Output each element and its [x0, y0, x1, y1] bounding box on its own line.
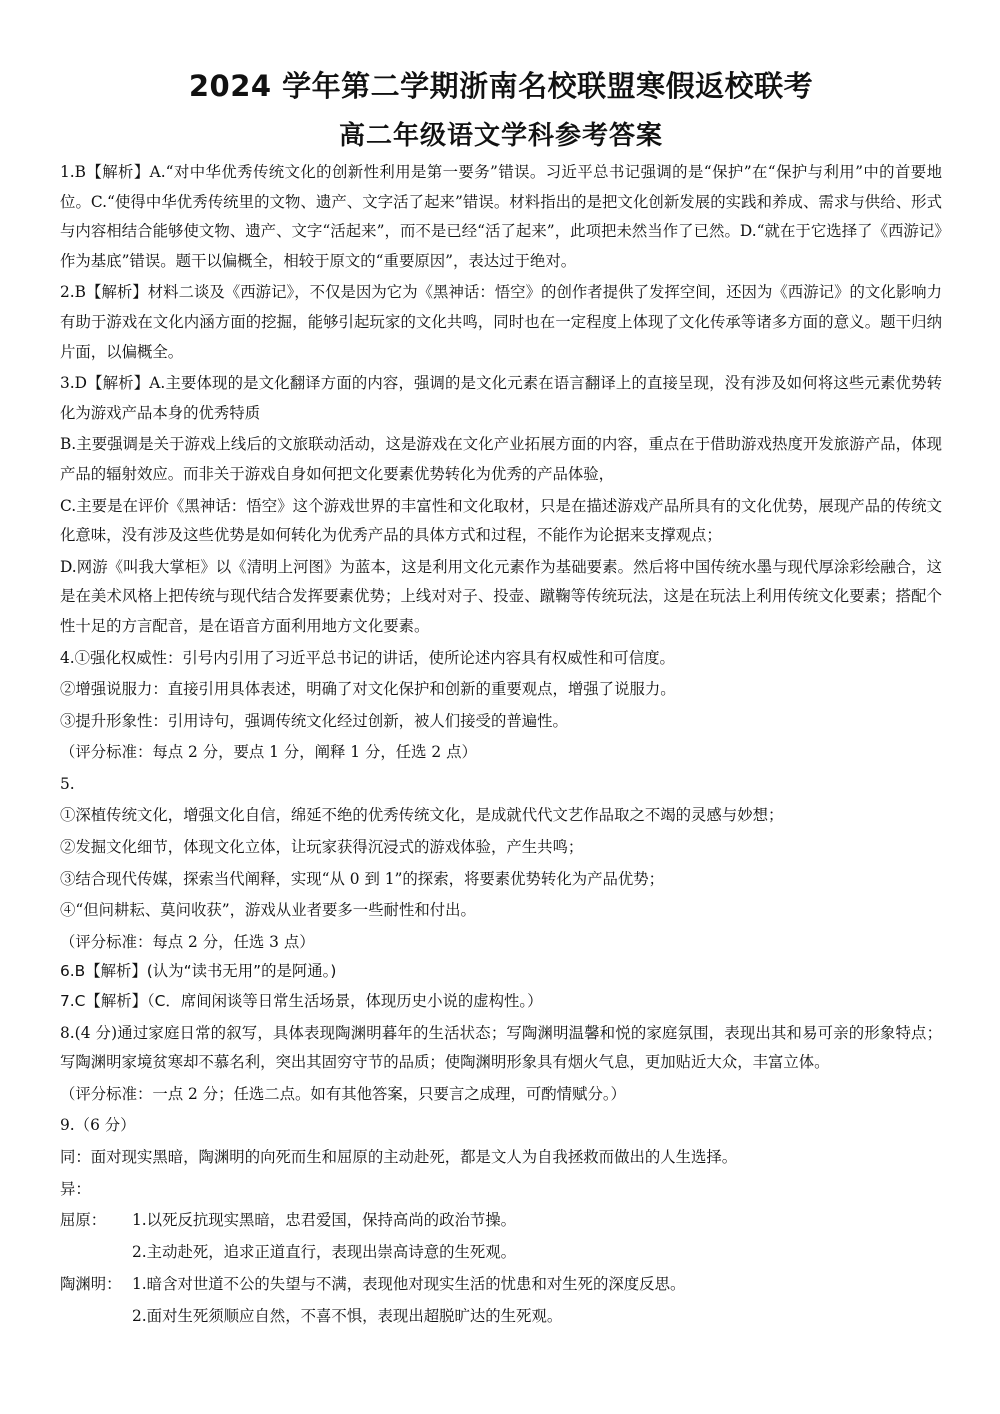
document-title: 2024 学年第二学期浙南名校联盟寒假返校联考: [188, 69, 814, 103]
answer-q8: 8.(4 分)通过家庭日常的叙写，具体表现陶渊明暮年的生活状态；写陶渊明温馨和悦的家庭氛围，表现出其和易可亲的形象特点；写陶渊明家境贫寒却不慕名利，突出其固穷守节的品质；使陶渊明形象具有烟火气息，更加贴近大众，丰富立体。: [60, 1023, 942, 1072]
answer-q1: 1.B【解析】A.“对中华优秀传统文化的创新性利用是第一要务”错误。习近平总书记强调的是“保护”在“保护与利用”中的首要地位。C.“使得中华优秀传统里的文物、遗产、文字活了起来”错误。材料指出的是把文化创新发展的实践和养成、需求与供给、形式与内容相结合能够使文物、遗产、文字“活起来”，而不是已经“活了起来”，此项把未然当作了已然。D.“就在于它选择了《西游记》作为基底”错误。题干以偏概全，相较于原文的“重要原因”，表达过于绝对。: [60, 163, 942, 270]
answer-q4-point-3: ③提升形象性：引用诗句，强调传统文化经过创新，被人们接受的普遍性。: [60, 711, 568, 730]
answer-q9-tao-point-1: 1.暗含对世道不公的失望与不满，表现他对现实生活的忧患和对生死的深度反思。: [132, 1275, 686, 1294]
answer-q4-point-2: ②增强说服力：直接引用具体表述，明确了对文化保护和创新的重要观点，增强了说服力。: [60, 680, 676, 699]
answer-q9-tao-label: 陶渊明：: [60, 1275, 122, 1294]
answer-q5-point-2: ②发掘文化细节，体现文化立体，让玩家获得沉浸式的游戏体验，产生共鸣；: [60, 838, 584, 857]
answer-q9-tao-row: [60, 1268, 942, 1300]
answer-q6: 6.B【解析】(认为“读书无用”的是阿通。): [60, 962, 337, 981]
answer-q5-point-3: ③结合现代传媒，探索当代阐释，实现“从 0 到 1”的探索，将要素优势转化为产品优势；: [60, 869, 665, 888]
answer-q3-d: D.网游《叫我大掌柜》以《清明上河图》为蓝本，这是利用文化元素作为基础要素。然后将中国传统水墨与现代厚涂彩绘融合，这是在美术风格上把传统与现代结合发挥要素优势；上线对对子、投壶、蹴鞠等传统玩法，这是在玩法上利用传统文化要素；搭配个性十足的方言配音，是在语音方面利用地方文化要素。: [60, 557, 942, 635]
answer-q4-point-1: 4.①强化权威性：引号内引用了习近平总书记的讲话，使所论述内容具有权威性和可信度。: [60, 648, 675, 667]
answer-q5-point-1: ①深植传统文化，增强文化自信，绵延不绝的优秀传统文化，是成就代代文艺作品取之不竭的灵感与妙想；: [60, 806, 784, 825]
answer-q2: 2.B【解析】材料二谈及《西游记》，不仅是因为它为《黑神话：悟空》的创作者提供了发挥空间，还因为《西游记》的文化影响力有助于游戏在文化内涵方面的挖掘，能够引起玩家的文化共鸣，同时也在一定程度上体现了文化传承等诸多方面的意义。题干归纳片面，以偏概全。: [60, 283, 942, 361]
answer-q3-a: 3.D【解析】A.主要体现的是文化翻译方面的内容，强调的是文化元素在语言翻译上的直接呈现，没有涉及如何将这些元素优势转化为游戏产品本身的优秀特质: [60, 374, 942, 422]
answer-q5-point-4: ④“但问耕耘、莫问收获”，游戏从业者要多一些耐性和付出。: [60, 901, 476, 920]
answer-q9-difference-label: 异：: [60, 1179, 91, 1198]
answer-q9-quyuan-point-1: 1.以死反抗现实黑暗，忠君爱国，保持高尚的政治节操。: [132, 1211, 517, 1230]
answer-q9-quyuan-row: [60, 1204, 942, 1236]
answer-q9-tao-point-2: 2.面对生死须顺应自然，不喜不惧，表现出超脱旷达的生死观。: [132, 1307, 563, 1326]
answer-q8-scoring: （评分标准：一点 2 分；任选二点。如有其他答案，只要言之成理，可酌情赋分。）: [60, 1084, 626, 1103]
answer-q9-heading: 9.（6 分）: [60, 1116, 136, 1135]
answer-q3-c: C.主要是在评价《黑神话：悟空》这个游戏世界的丰富性和文化取材，只是在描述游戏产品所具有的文化优势，展现产品的传统文化意味，没有涉及这些优势是如何转化为优秀产品的具体方式和过程，不能作为论据来支撑观点；: [60, 496, 942, 545]
answer-q7: 7.C【解析】（C．席间闲谈等日常生活场景，体现历史小说的虚构性。）: [60, 992, 543, 1011]
answer-q3-b: B.主要强调是关于游戏上线后的文旅联动活动，这是游戏在文化产业拓展方面的内容，重点在于借助游戏热度开发旅游产品，体现产品的辐射效应。而非关于游戏自身如何把文化要素优势转化为优秀的产品体验，: [60, 435, 942, 483]
answer-q9-similarity: 同：面对现实黑暗，陶渊明的向死而生和屈原的主动赴死，都是文人为自我拯救而做出的人生选择。: [60, 1148, 738, 1166]
document-subtitle: 高二年级语文学科参考答案: [338, 121, 663, 151]
answer-q5-number: 5.: [60, 774, 75, 793]
answer-q9-quyuan-label: 屈原：: [60, 1211, 107, 1230]
answer-q4-scoring: （评分标准：每点 2 分，要点 1 分，阐释 1 分，任选 2 点）: [60, 743, 477, 762]
answer-q9-quyuan-point-2: 2.主动赴死，追求正道直行，表现出崇高诗意的生死观。: [132, 1243, 517, 1262]
answer-q5-scoring: （评分标准：每点 2 分，任选 3 点）: [60, 932, 315, 951]
